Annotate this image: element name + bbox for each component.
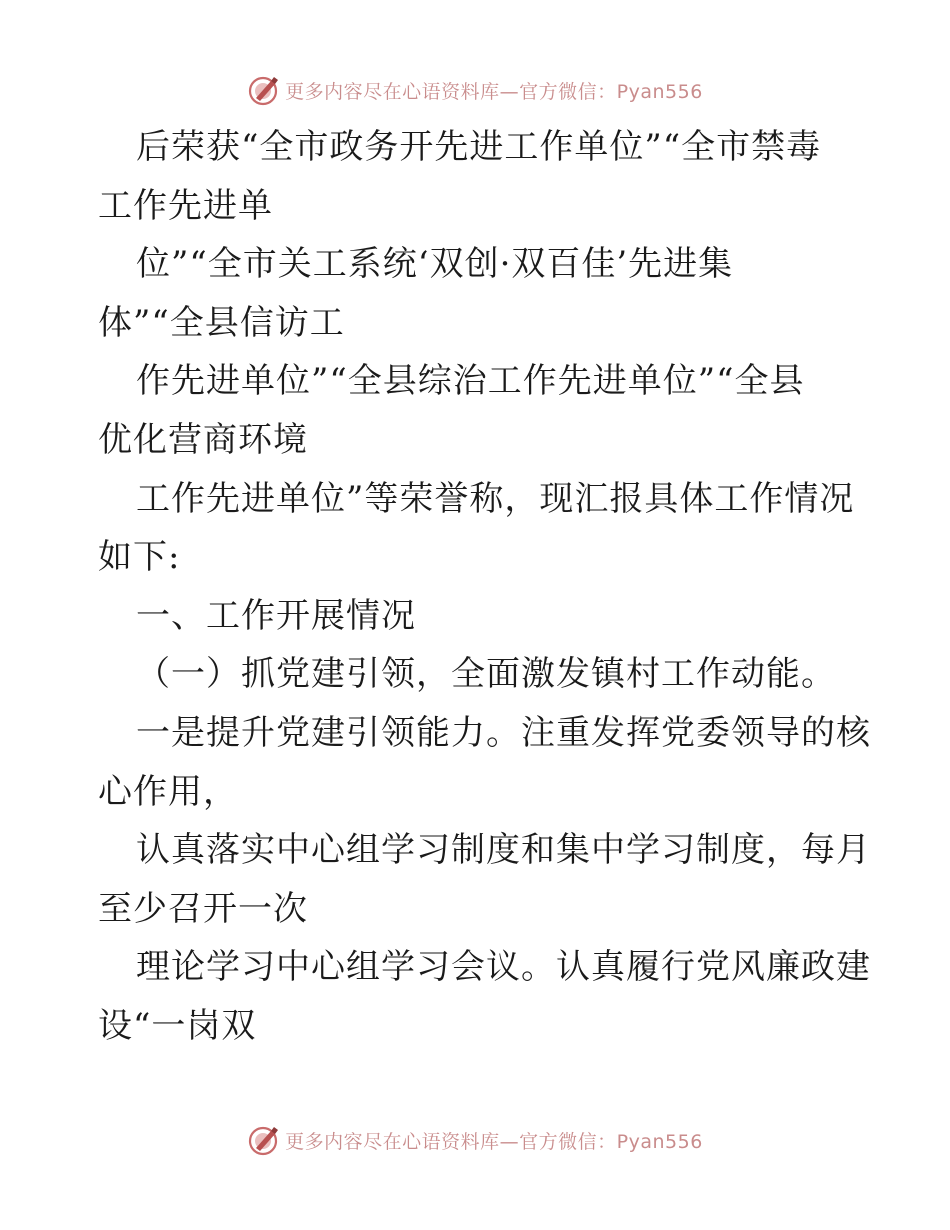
pen-seal-icon: [247, 73, 281, 107]
text-line: 认真落实中心组学习制度和集中学习制度，每月: [136, 830, 871, 871]
pen-seal-icon: [247, 1123, 281, 1157]
text-line: 至少召开一次: [98, 888, 308, 929]
text-line: 工作先进单: [98, 185, 273, 226]
text-line: 后荣获“全市政务开先进工作单位”“全市禁毒: [136, 127, 822, 167]
text-line: 如下:: [98, 537, 181, 578]
text-line: 一是提升党建引领能力。注重发挥党委领导的核: [136, 712, 871, 753]
footer-watermark: [0, 1120, 950, 1160]
text-line: 优化营商环境: [98, 419, 308, 460]
document-body: [98, 118, 871, 1056]
watermark-text: 更多内容尽在心语资料库—官方微信：Pyan556: [285, 80, 703, 103]
header-watermark: [0, 70, 950, 110]
text-line: 心作用，: [98, 771, 238, 812]
text-line: 体”“全县信访工: [98, 302, 345, 343]
watermark-text: 更多内容尽在心语资料库—官方微信：Pyan556: [285, 1130, 703, 1153]
text-line: 位”“全市关工系统‘双创·双百佳’先进集: [136, 244, 734, 285]
text-line: （一）抓党建引领，全面激发镇村工作动能。: [136, 654, 836, 695]
text-line: 设“一岗双: [98, 1005, 257, 1046]
text-line: 理论学习中心组学习会议。认真履行党风廉政建: [136, 947, 871, 988]
text-line: 工作先进单位”等荣誉称，现汇报具体工作情况: [136, 478, 855, 519]
text-line: 作先进单位”“全县综治工作先进单位”“全县: [136, 361, 805, 402]
text-line: 一、工作开展情况: [136, 595, 416, 636]
